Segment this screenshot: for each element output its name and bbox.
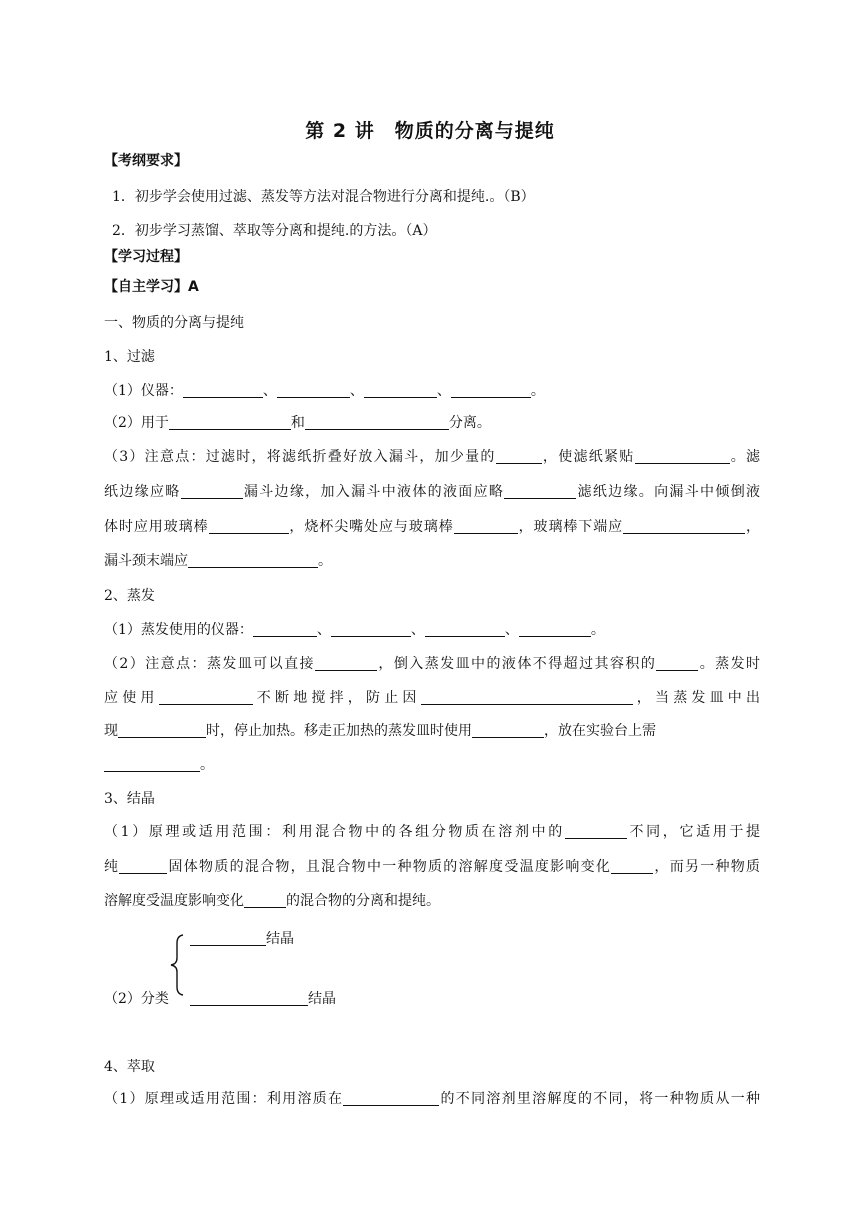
blank-field[interactable]: [183, 382, 263, 398]
text-fragment: ，放在实验台上需: [544, 723, 656, 739]
text-fragment: 。蒸发时: [698, 656, 761, 672]
text-fragment: ，倒入蒸发皿中的液体不得超过其容积的: [377, 656, 657, 672]
text-fragment: ，玻璃棒下端应: [517, 519, 624, 535]
outline-item-1: 1．初步学会使用过滤、蒸发等方法对混合物进行分离和提纯.。（B）: [112, 189, 535, 205]
filtration-notes-line-2: [104, 481, 760, 501]
blank-field[interactable]: [253, 621, 317, 637]
text-fragment: ，烧杯尖嘴处应与玻璃棒: [288, 519, 454, 535]
section-heading-separation: 一、物质的分离与提纯: [104, 315, 244, 331]
blank-field[interactable]: [118, 722, 206, 738]
text-fragment: （3）注意点：过滤时，将滤纸折叠好放入漏斗，加少量的: [104, 449, 496, 465]
self-study-heading: 【自主学习】A: [104, 279, 199, 295]
evaporation-heading: 2、蒸发: [104, 588, 155, 604]
text-fragment: 。: [318, 553, 332, 569]
process-heading: 【学习过程】: [104, 249, 188, 265]
text-fragment: 分离。: [448, 415, 491, 431]
text-fragment: 。: [200, 757, 214, 773]
filtration-notes-line-1: [104, 446, 760, 466]
text-fragment: 不断地搅拌，防止因: [252, 690, 421, 706]
text-fragment: （1）蒸发使用的仪器：: [104, 622, 253, 638]
text-fragment: 的不同溶剂里溶解度的不同，将一种物质从一种: [439, 1091, 760, 1107]
text-fragment: 滤纸边缘。向漏斗中倾倒液: [576, 484, 761, 500]
page-title: 第 2 讲 物质的分离与提纯: [305, 120, 555, 142]
text-fragment: 漏斗边缘，加入漏斗中液体的液面应略: [242, 484, 505, 500]
text-fragment: 漏斗颈末端应: [104, 553, 188, 569]
blank-field[interactable]: [656, 655, 698, 671]
text-fragment: ，使滤纸紧贴: [541, 449, 635, 465]
evaporation-notes-line-1: [104, 653, 760, 673]
blank-field[interactable]: [425, 621, 505, 637]
classification-item-2: [190, 988, 336, 1008]
text-fragment: 的混合物的分离和提纯。: [286, 893, 440, 909]
outline-heading: 【考纲要求】: [104, 153, 188, 169]
curly-brace-icon: [168, 934, 186, 996]
text-fragment: 。滤: [729, 449, 761, 465]
blank-field[interactable]: [472, 722, 544, 738]
blank-field[interactable]: [277, 382, 350, 398]
text-fragment: 不同，它适用于: [626, 824, 747, 840]
crystallization-heading: 3、结晶: [104, 791, 155, 807]
evaporation-instruments: （1）蒸发使用的仪器： 、 、 、 。: [104, 622, 605, 638]
blank-field[interactable]: [623, 518, 745, 534]
blank-field[interactable]: [104, 756, 200, 772]
crystallization-principle-line-1: [104, 821, 760, 841]
text-fragment: 结晶: [308, 991, 336, 1007]
text-fragment: 纸边缘应略: [104, 484, 181, 500]
extraction-heading: 4、萃取: [104, 1059, 155, 1075]
text-fragment: 溶解度受温度影响变化: [104, 893, 244, 909]
blank-field[interactable]: [611, 858, 653, 874]
text-fragment: 应使用: [104, 690, 159, 706]
text-fragment: 固体物质的混合物，且混合物中一种物质的溶解度受温度影响变化: [167, 859, 612, 875]
filtration-notes-line-4: [104, 550, 760, 570]
evaporation-notes-line-2: [104, 687, 760, 707]
text-fragment: 时，停止加热。移走正加热的蒸发皿时使用: [206, 723, 472, 739]
outline-item-2: 2．初步学习蒸馏、萃取等分离和提纯.的方法。（A）: [112, 223, 437, 239]
blank-field[interactable]: [421, 689, 633, 705]
crystallization-principle-line-2: [104, 856, 760, 876]
blank-field[interactable]: [315, 655, 377, 671]
blank-field[interactable]: [188, 552, 318, 568]
filtration-notes-line-3: [104, 516, 760, 536]
text-fragment: 结晶: [266, 931, 294, 947]
blank-field[interactable]: [169, 414, 291, 430]
classification-label: （2）分类: [104, 991, 169, 1007]
blank-field[interactable]: [343, 1090, 439, 1106]
filtration-instruments: （1）仪器： 、 、 、 。: [104, 383, 545, 399]
filtration-use: [104, 412, 760, 432]
blank-field[interactable]: [209, 518, 289, 534]
blank-field[interactable]: [119, 858, 167, 874]
text-fragment: ，当蒸发皿中出: [632, 690, 761, 706]
text-fragment: 和: [290, 415, 305, 431]
text-fragment: 现: [104, 723, 118, 739]
blank-field[interactable]: [504, 483, 576, 499]
text-fragment: 体时应用玻璃棒: [104, 519, 209, 535]
blank-field[interactable]: [451, 382, 531, 398]
text-fragment: （1）原理或适用范围：利用溶质在: [104, 1091, 344, 1107]
blank-field[interactable]: [305, 414, 449, 430]
blank-field[interactable]: [190, 990, 308, 1006]
blank-field[interactable]: [331, 621, 411, 637]
text-fragment: 纯: [104, 859, 120, 875]
crystallization-principle-line-3: [104, 890, 760, 910]
text-fragment: 提: [746, 824, 761, 840]
evaporation-notes-line-3: [104, 720, 760, 740]
text-fragment: ，而另一种物质: [653, 859, 761, 875]
evaporation-notes-line-4: [104, 754, 760, 774]
text-fragment: （2）注意点：蒸发皿可以直接: [104, 656, 315, 672]
blank-field[interactable]: [496, 448, 542, 464]
extraction-principle-line-1: [104, 1088, 760, 1108]
blank-field[interactable]: [159, 689, 253, 705]
blank-field[interactable]: [635, 448, 730, 464]
text-fragment: （1）原理或适用范围：利用混合物中的各组分物质在溶剂中的: [104, 824, 565, 840]
blank-field[interactable]: [190, 930, 266, 946]
text-fragment: ，: [745, 519, 761, 535]
text-fragment: （2）用于: [104, 415, 169, 431]
filtration-instruments-label: （1）仪器：: [104, 383, 183, 399]
blank-field[interactable]: [364, 382, 437, 398]
blank-field[interactable]: [454, 518, 518, 534]
classification-item-1: [190, 928, 294, 948]
filtration-heading: 1、过滤: [104, 349, 155, 365]
blank-field[interactable]: [244, 892, 286, 908]
blank-field[interactable]: [519, 621, 591, 637]
blank-field[interactable]: [565, 823, 627, 839]
blank-field[interactable]: [181, 483, 243, 499]
